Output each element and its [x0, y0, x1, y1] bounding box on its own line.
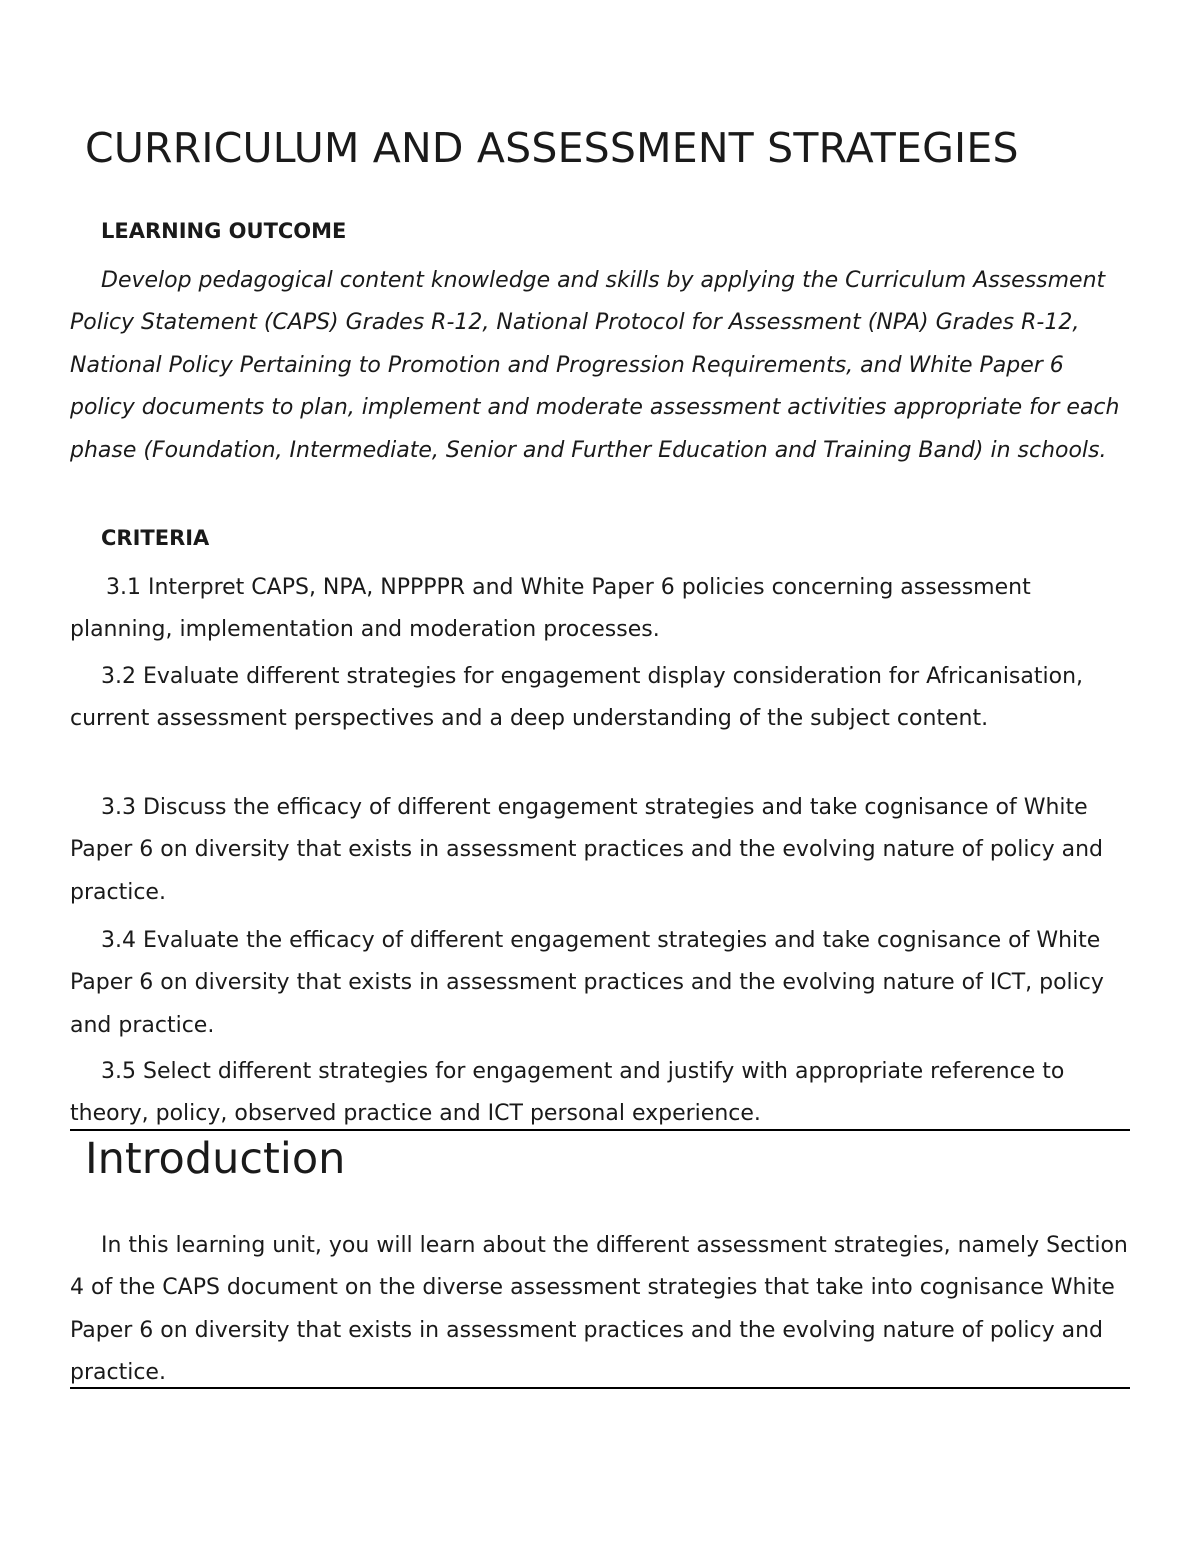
introduction-heading: Introduction: [85, 1134, 346, 1184]
learning-outcome-heading: LEARNING OUTCOME: [101, 219, 347, 243]
learning-outcome-text: Develop pedagogical content knowledge and skills by applying the Curriculum Assessment Policy Statement (CAPS) Grades R-12, National Protocol for Assessment (NPA) Grades R-12, National Policy Pertaining to Promotion and Progression Requirements, and White Paper 6 policy documents to plan, implement and moderate assessment activities appropriate for each phase (Foundation, Intermediate, Senior and Further Education and Training Band) in schools.: [70, 268, 1120, 463]
section-divider: [70, 1387, 1130, 1389]
introduction-text: In this learning unit, you will learn about the different assessment strategies, namely Section 4 of the CAPS document on the diverse assessment strategies that take into cognisance White Paper 6 on diversity that exists in assessment practices and the evolving nature of policy and practice.: [70, 1233, 1128, 1386]
criteria-item: 3.5 Select different strategies for engagement and justify with appropriate reference to theory, policy, observed practice and ICT personal experience.: [70, 1059, 1065, 1127]
section-divider: [70, 1129, 1130, 1131]
criteria-item: 3.3 Discuss the efficacy of different engagement strategies and take cognisance of White Paper 6 on diversity that exists in assessment practices and the evolving nature of policy and practice.: [70, 795, 1103, 905]
criteria-item: 3.2 Evaluate different strategies for engagement display consideration for Africanisation, current assessment perspectives and a deep understanding of the subject content.: [70, 664, 1084, 732]
criteria-item: 3.4 Evaluate the efficacy of different engagement strategies and take cognisance of White Paper 6 on diversity that exists in assessment practices and the evolving nature of ICT, policy and practice.: [70, 928, 1104, 1038]
criteria-heading: CRITERIA: [101, 526, 210, 550]
criteria-item: 3.1 Interpret CAPS, NPA, NPPPPR and White Paper 6 policies concerning assessment planning, implementation and moderation processes.: [70, 575, 1031, 643]
document-title: CURRICULUM AND ASSESSMENT STRATEGIES: [85, 124, 1019, 172]
